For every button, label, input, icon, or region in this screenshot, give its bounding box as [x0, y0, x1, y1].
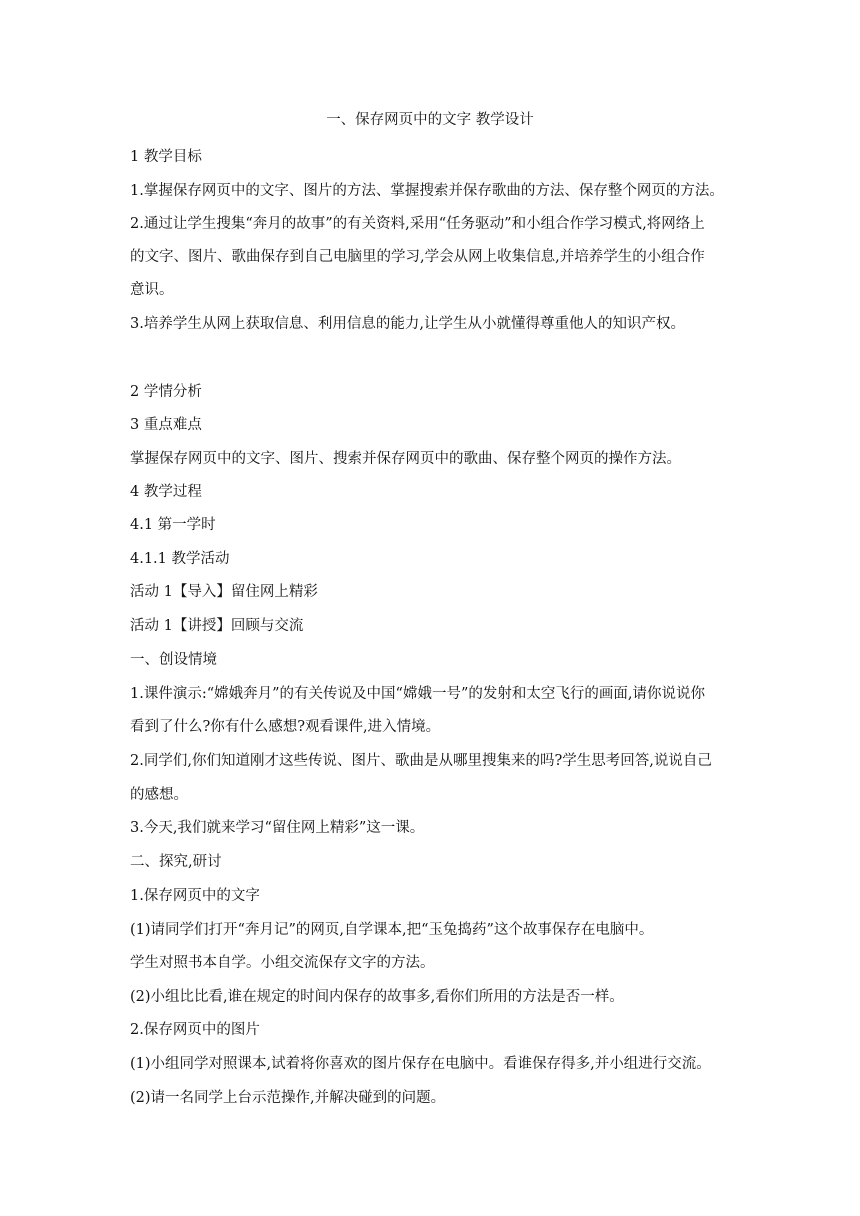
- part-heading: 二、探究,研讨: [130, 854, 222, 870]
- paragraph-line: 3.今天,我们就来学习“留住网上精彩”这一课。: [130, 820, 425, 836]
- paragraph-line: 意识。: [130, 282, 174, 298]
- part-heading: 一、创设情境: [130, 652, 217, 668]
- paragraph-line: 1.保存网页中的文字: [130, 888, 260, 904]
- section-heading-keypoints: 3 重点难点: [130, 417, 202, 433]
- document-title: 一、保存网页中的文字 教学设计: [326, 112, 534, 128]
- paragraph-line: 学生对照书本自学。小组交流保存文字的方法。: [130, 955, 435, 971]
- subsection-heading: 4.1.1 教学活动: [130, 551, 230, 567]
- paragraph-line: 1.掌握保存网页中的文字、图片的方法、掌握搜索并保存歌曲的方法、保存整个网页的方法。: [130, 183, 724, 199]
- paragraph-line: 2.通过让学生搜集“奔月的故事”的有关资料,采用“任务驱动”和小组合作学习模式,将网络上: [130, 216, 705, 232]
- paragraph-line: 的文字、图片、歌曲保存到自己电脑里的学习,学会从网上收集信息,并培养学生的小组合作: [130, 249, 705, 265]
- paragraph-line: 掌握保存网页中的文字、图片、搜索并保存网页中的歌曲、保存整个网页的操作方法。: [130, 451, 681, 467]
- section-heading-analysis: 2 学情分析: [130, 384, 202, 400]
- section-heading-process: 4 教学过程: [130, 484, 202, 500]
- activity-line: 活动 1【讲授】回顾与交流: [130, 618, 304, 634]
- paragraph-line: 3.培养学生从网上获取信息、利用信息的能力,让学生从小就懂得尊重他人的知识产权。: [130, 316, 685, 332]
- paragraph-line: 的感想。: [130, 787, 188, 803]
- paragraph-line: 2.保存网页中的图片: [130, 1022, 260, 1038]
- section-heading-objectives: 1 教学目标: [130, 149, 202, 165]
- paragraph-line: (2)请一名同学上台示范操作,并解决碰到的问题。: [130, 1090, 446, 1106]
- subsection-heading: 4.1 第一学时: [130, 517, 216, 533]
- paragraph-line: 2.同学们,你们知道刚才这些传说、图片、歌曲是从哪里搜集来的吗?学生思考回答,说说自己: [130, 753, 712, 769]
- paragraph-line: 看到了什么?你有什么感想?观看课件,进入情境。: [130, 719, 441, 735]
- activity-line: 活动 1【导入】留住网上精彩: [130, 584, 318, 600]
- paragraph-line: (1)请同学们打开“奔月记”的网页,自学课本,把“玉兔捣药”这个故事保存在电脑中。: [130, 922, 654, 938]
- paragraph-line: (1)小组同学对照课本,试着将你喜欢的图片保存在电脑中。看谁保存得多,并小组进行交流。: [130, 1056, 711, 1072]
- paragraph-line: (2)小组比比看,谁在规定的时间内保存的故事多,看你们所用的方法是否一样。: [130, 989, 624, 1005]
- paragraph-line: 1.课件演示:“嫦娥奔月”的有关传说及中国“嫦娥一号”的发射和太空飞行的画面,请你说说你: [130, 686, 705, 702]
